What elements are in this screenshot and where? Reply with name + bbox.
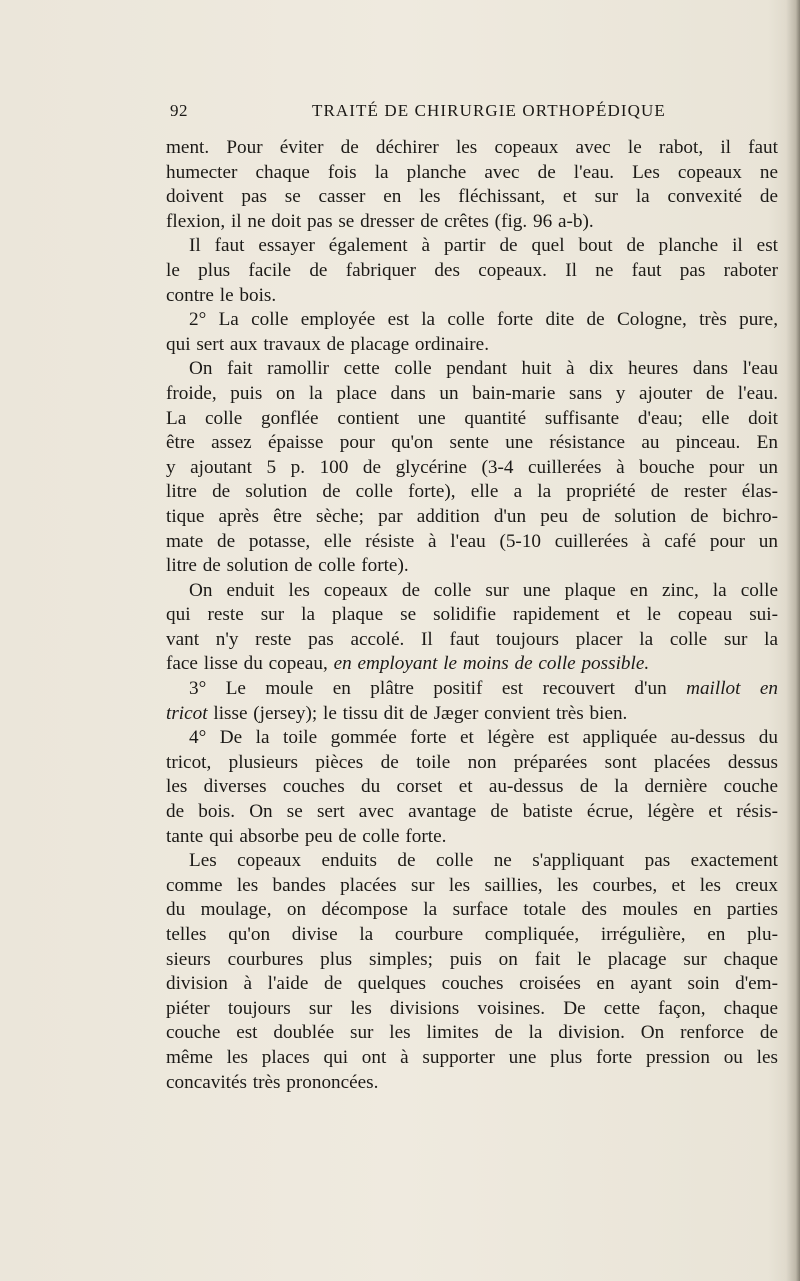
text-line: On fait ramollir cette colle pendant huit à dix heures dans l'eau bbox=[189, 358, 778, 380]
page-edge-shadow bbox=[786, 0, 800, 1281]
page-header bbox=[170, 101, 800, 125]
text-fragment: face lisse du copeau, bbox=[166, 653, 334, 675]
text-line: doivent pas se casser en les fléchissant, et sur la convexité de bbox=[166, 186, 778, 208]
text-line: mate de potasse, elle résiste à l'eau (5-10 cuillerées à café pour un bbox=[166, 530, 778, 552]
text-line: tique après être sèche; par addition d'un peu de solution de bichro- bbox=[166, 505, 778, 527]
text-line: telles qu'on divise la courbure compliquée, irrégulière, en plu- bbox=[166, 924, 778, 945]
text-line: de bois. On se sert avec avantage de batiste écrue, légère et résis- bbox=[166, 801, 778, 823]
text-line bbox=[166, 652, 778, 677]
text-line: contre le bois. bbox=[166, 284, 277, 306]
italic-phrase: tricot bbox=[166, 702, 208, 724]
body-text bbox=[166, 136, 778, 1095]
italic-phrase: maillot en bbox=[686, 678, 778, 700]
running-title: TRAITÉ DE CHIRURGIE ORTHOPÉDIQUE bbox=[312, 101, 666, 120]
text-line: piéter toujours sur les divisions voisines. De cette façon, chaque bbox=[166, 997, 778, 1019]
text-line: litre de solution de colle forte), elle a la propriété de rester élas- bbox=[166, 481, 778, 503]
text-line bbox=[166, 677, 778, 702]
text-line: y ajoutant 5 p. 100 de glycérine (3-4 cuillerées à bouche pour un bbox=[166, 456, 778, 478]
text-fragment: lisse (jersey); le tissu dit de Jæger convient très bien. bbox=[207, 702, 628, 724]
text-line: tante qui absorbe peu de colle forte. bbox=[166, 825, 447, 847]
italic-phrase: en employant le moins de colle possible. bbox=[333, 653, 650, 675]
text-line: vant n'y reste pas accolé. Il faut toujours placer la colle sur la bbox=[166, 628, 778, 650]
text-line: le plus facile de fabriquer des copeaux. Il ne faut pas raboter bbox=[166, 259, 778, 281]
page-number: 92 bbox=[170, 101, 188, 120]
text-line bbox=[166, 702, 778, 727]
text-line: être assez épaisse pour qu'on sente une résistance au pinceau. En bbox=[166, 432, 778, 454]
text-line: 2° La colle employée est la colle forte dite de Cologne, très pure, bbox=[189, 309, 778, 331]
text-fragment: 3° Le moule en plâtre positif est recouvert d'un bbox=[189, 678, 687, 700]
text-line: comme les bandes placées sur les saillies, les courbes, et les creux bbox=[166, 874, 778, 896]
text-line: couche est doublée sur les limites de la division. On renforce de bbox=[166, 1022, 778, 1044]
text-line: du moulage, on décompose la surface totale des moules en parties bbox=[166, 899, 778, 921]
text-line: Il faut essayer également à partir de quel bout de planche il est bbox=[189, 235, 778, 257]
text-line: 4° De la toile gommée forte et légère est appliquée au-dessus du bbox=[189, 727, 778, 749]
text-line: ment. Pour éviter de déchirer les copeaux avec le rabot, il faut bbox=[166, 137, 778, 158]
text-line: On enduit les copeaux de colle sur une plaque en zinc, la colle bbox=[189, 579, 778, 601]
text-line: humecter chaque fois la planche avec de l'eau. Les copeaux ne bbox=[166, 161, 778, 183]
text-line: même les places qui ont à supporter une plus forte pression ou les bbox=[166, 1046, 778, 1068]
text-line: tricot, plusieurs pièces de toile non préparées sont placées dessus bbox=[166, 751, 778, 773]
text-line: sieurs courbures plus simples; puis on fait le placage sur chaque bbox=[166, 948, 778, 970]
text-line: concavités très prononcées. bbox=[166, 1071, 379, 1093]
text-line: froide, puis on la place dans un bain-marie sans y ajouter de l'eau. bbox=[166, 382, 778, 404]
text-line: qui reste sur la plaque se solidifie rapidement et le copeau sui- bbox=[166, 604, 778, 626]
text-line: La colle gonflée contient une quantité suffisante d'eau; elle doit bbox=[166, 407, 778, 429]
text-line: division à l'aide de quelques couches croisées en ayant soin d'em- bbox=[166, 973, 778, 995]
text-line: Les copeaux enduits de colle ne s'appliquant pas exactement bbox=[189, 850, 778, 872]
text-line: flexion, il ne doit pas se dresser de crêtes (fig. 96 a-b). bbox=[166, 210, 594, 232]
text-line: litre de solution de colle forte). bbox=[166, 555, 409, 577]
text-line: les diverses couches du corset et au-dessus de la dernière couche bbox=[166, 776, 778, 798]
text-line: qui sert aux travaux de placage ordinaire. bbox=[166, 333, 489, 355]
